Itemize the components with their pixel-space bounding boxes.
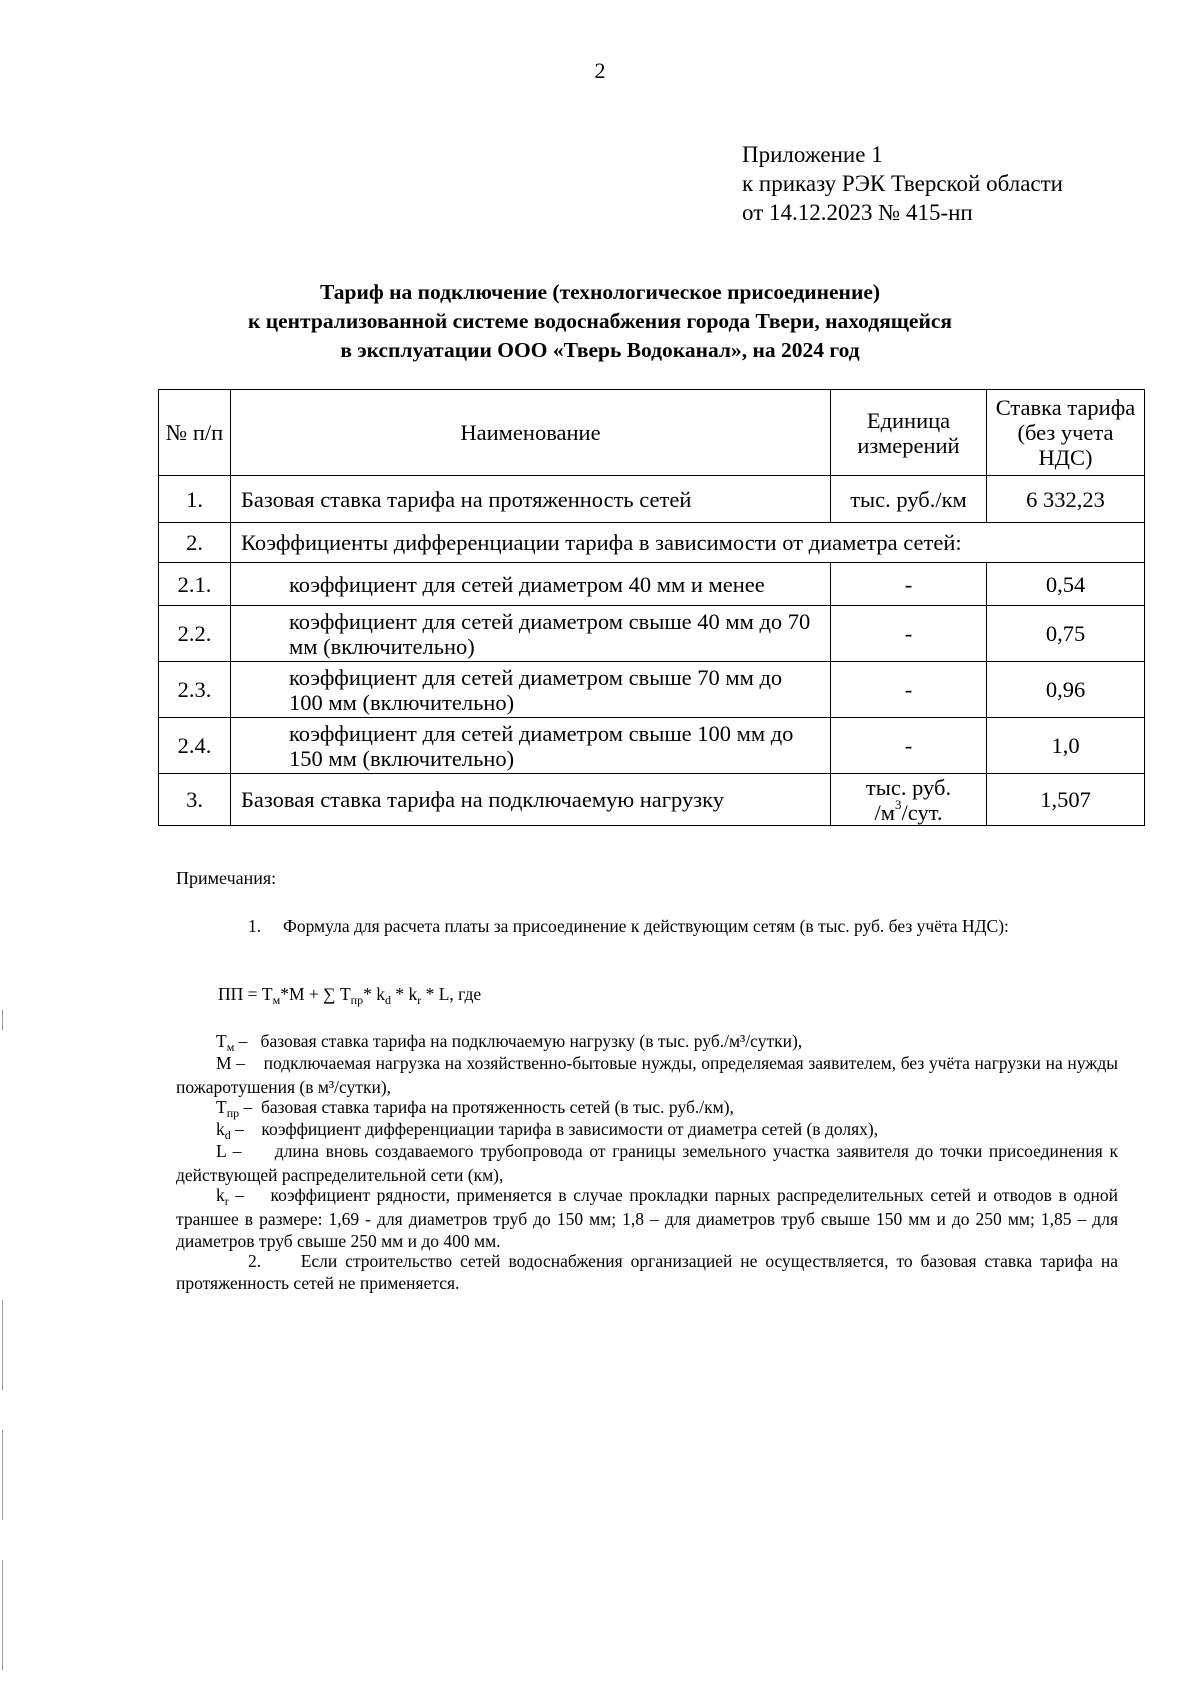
row-value: 0,96 [987, 662, 1145, 718]
definition-kd: $k_d$ – коэффициент дифференциации тарифа в зависимости от диаметра сетей (в долях), [216, 1119, 879, 1142]
definition-text: базовая ставка тарифа на протяженность сетей (в тыс. руб./км), [261, 1097, 734, 1117]
row-num: 1. [159, 476, 231, 523]
row-value: 6 332,23 [987, 476, 1145, 523]
row-num: 2.2. [159, 606, 231, 662]
table-row [159, 606, 1145, 662]
table-header-row [159, 390, 1145, 476]
table-row [159, 476, 1145, 523]
definition-text: коэффициент рядности, применяется в случае прокладки парных распределительных сетей и отводов в одной траншее в размере: 1,69 - для диаметров труб до 150 мм; 1,8 – для диаметров труб свыше 150 мм и до 250 мм; 1,85 – для диаметров труб свыше 250 мм и до 400 мм. [176, 1185, 1119, 1251]
unit-part-a: тыс. руб. [865, 774, 952, 800]
row-name: коэффициент для сетей диаметром свыше 70 мм до 100 мм (включительно) [231, 662, 831, 718]
table-row [159, 563, 1145, 606]
row-value: 0,75 [987, 606, 1145, 662]
title-line-1: Тариф на подключение (технологическое присоединение) [319, 280, 881, 304]
row-name: Базовая ставка тарифа на протяженность сетей [231, 476, 831, 523]
title-line-3: в эксплуатации ООО «Тверь Водоканал», на 2024 год [340, 338, 860, 362]
row-value: 1,507 [987, 774, 1145, 826]
row-unit: - [831, 718, 987, 774]
row-num: 2. [159, 523, 231, 563]
scan-edge-mark [2, 1430, 3, 1520]
document-title [0, 278, 1200, 365]
appendix-line-3: от 14.12.2023 № 415-нп [742, 200, 973, 225]
scan-edge-mark [2, 1010, 3, 1030]
note-item-1: 1. Формула для расчета платы за присоединение к действующим сетям (в тыс. руб. без учёта НДС): [248, 916, 1009, 936]
row-unit: тыс. руб./км [831, 476, 987, 523]
definition-m: М – подключаемая нагрузка на хозяйственно-бытовые нужды, определяемая заявителем, без учёта нагрузки на нужды пожаротушения (в м³/сутки), [176, 1053, 1119, 1097]
notes-title: Примечания: [176, 868, 277, 888]
row-num: 2.1. [159, 563, 231, 606]
row-name: коэффициент для сетей диаметром свыше 40 мм до 70 мм (включительно) [231, 606, 831, 662]
table-row [159, 523, 1145, 563]
definition-tm: $Т_м$ – базовая ставка тарифа на подключаемую нагрузку (в тыс. руб./м³/сутки), [216, 1031, 803, 1054]
row-num: 2.3. [159, 662, 231, 718]
unit-superscript: 3 [895, 797, 902, 812]
row-name: Коэффициенты дифференциации тарифа в зависимости от диаметра сетей: [231, 523, 1145, 563]
unit-part-b: /м [874, 799, 896, 825]
title-line-2: к централизованной системе водоснабжения города Твери, находящейся [247, 309, 953, 333]
formula: ПП = $Т_м*М$ + ∑ $Т_{пр}*$ $k_d * k_r$ * L, где [218, 984, 482, 1007]
row-unit: - [831, 563, 987, 606]
definition-tpr: $Т_{пр}$ – базовая ставка тарифа на протяженность сетей (в тыс. руб./км), [216, 1097, 734, 1120]
row-num: 2.4. [159, 718, 231, 774]
table-row [159, 662, 1145, 718]
header-num: № п/п [159, 390, 231, 476]
row-num: 3. [159, 774, 231, 826]
table-row [159, 774, 1145, 826]
appendix-line-1: Приложение 1 [742, 142, 883, 167]
scan-edge-mark [2, 1300, 3, 1390]
row-value: 1,0 [987, 718, 1145, 774]
scan-edge-mark [2, 1560, 3, 1670]
row-unit [831, 774, 987, 826]
appendix-reference [742, 140, 1063, 227]
row-name: коэффициент для сетей диаметром 40 мм и менее [231, 563, 831, 606]
definition-text: коэффициент дифференциации тарифа в зависимости от диаметра сетей (в долях), [261, 1119, 879, 1139]
row-unit: - [831, 606, 987, 662]
appendix-line-2: к приказу РЭК Тверской области [742, 171, 1063, 196]
row-name: Базовая ставка тарифа на подключаемую нагрузку [231, 774, 831, 826]
header-name: Наименование [231, 390, 831, 476]
table-row [159, 718, 1145, 774]
definition-text: базовая ставка тарифа на подключаемую нагрузку (в тыс. руб./м³/сутки), [260, 1031, 803, 1051]
note-item-2: 2. Если строительство сетей водоснабжения организацией не осуществляется, то базовая ставка тарифа на протяженность сетей не применяется. [176, 1251, 1118, 1293]
tariff-table [158, 389, 1145, 826]
header-unit: Единица измерений [831, 390, 987, 476]
definition-text: подключаемая нагрузка на хозяйственно-бытовые нужды, определяемая заявителем, без учёта нагрузки на нужды пожаротушения (в м³/сутки), [176, 1053, 1119, 1097]
definition-text: длина вновь создаваемого трубопровода от границы земельного участка заявителя до точки присоединения к действующей распределительной сети (км), [176, 1141, 1118, 1185]
definition-kr: $k_r$ – коэффициент рядности, применяется в случае прокладки парных распределительных сетей и отводов в одной траншее в размере: 1,69 - для диаметров труб до 150 мм; 1,8 – для диаметров труб свыше 150 мм и до 250 мм; 1,85 – для диаметров труб свыше 250 мм и до 400 мм. [176, 1185, 1119, 1251]
row-unit: - [831, 662, 987, 718]
row-name: коэффициент для сетей диаметром свыше 100 мм до 150 мм (включительно) [231, 718, 831, 774]
row-value: 0,54 [987, 563, 1145, 606]
unit-part-c: /сут. [901, 799, 943, 825]
definition-l: L – длина вновь создаваемого трубопровода от границы земельного участка заявителя до точки присоединения к действующей распределительной сети (км), [176, 1141, 1118, 1185]
page-number: 2 [594, 58, 606, 83]
header-rate: Ставка тарифа (без учета НДС) [987, 390, 1145, 476]
